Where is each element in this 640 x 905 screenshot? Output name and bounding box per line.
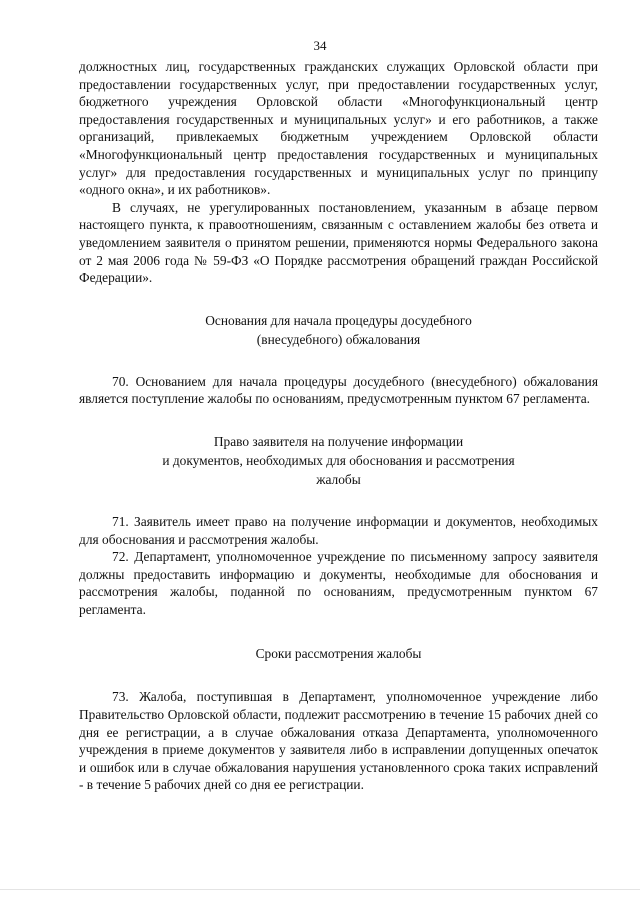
heading-line: Основания для начала процедуры досудебного <box>205 312 472 328</box>
paragraph-71: 71. Заявитель имеет право на получение информации и документов, необходимых для обоснования и рассмотрения жалобы. <box>79 513 598 547</box>
paragraph-73: 73. Жалоба, поступившая в Департамент, уполномоченное учреждение либо Правительство Орловской области, подлежит рассмотрению в течение 15 рабочих дней со дня ее регистрации, а в случае обжалования отказа Департамента, уполномоченного учреждения в приеме документов у заявителя либо в исправлении допущенных опечаток и ошибок или в случае обжалования нарушения установленного срока таких исправлений - в течение 5 рабочих дней со дня ее регистрации. <box>79 689 598 793</box>
heading-line: жалобы <box>316 471 361 487</box>
scan-edge-divider <box>0 889 640 890</box>
page-number: 34 <box>313 38 327 53</box>
intro-paragraph: должностных лиц, государственных гражданских служащих Орловской области при предоставлении государственных услуг, при предоставлении государственных услуг, бюджетного учреждения Орловской области «Многофункциональный центр предоставления государственных и муниципальных услуг» и его работников, а также организаций, привлекаемых бюджетным учреждением Орловской области «Многофункциональный центр предоставления государственных и муниципальных услуг» для предоставления государственных и муниципальных услуг по принципу «одного окна», и их работников». <box>79 59 598 198</box>
unregulated-cases-paragraph: В случаях, не урегулированных постановлением, указанным в абзаце первом настоящего пункта, к правоотношениям, связанным с оставлением жалобы без ответа и уведомлением заявителя о принятом решении, применяются нормы Федерального закона от 2 мая 2006 года № 59-ФЗ «О Порядке рассмотрения обращений граждан Российской Федерации». <box>79 199 598 286</box>
paragraph-70: 70. Основанием для начала процедуры досудебного (внесудебного) обжалования является поступление жалобы по основаниям, предусмотренным пунктом 67 регламента. <box>79 373 598 407</box>
paragraph-72: 72. Департамент, уполномоченное учреждение по письменному запросу заявителя должны предоставить информацию и документы, необходимые для обоснования и рассмотрения жалобы, поданной по основаниям, предусмотренным пунктом 67 регламента. <box>79 549 598 617</box>
heading-line: (внесудебного) обжалования <box>256 331 421 347</box>
heading-line: Право заявителя на получение информации <box>213 433 464 449</box>
heading-applicant-rights <box>79 432 598 489</box>
document-body <box>79 58 598 794</box>
heading-line: и документов, необходимых для обоснования и рассмотрения <box>162 452 515 468</box>
heading-review-terms: Сроки рассмотрения жалобы <box>255 646 422 662</box>
heading-grounds-for-appeal <box>79 311 598 349</box>
